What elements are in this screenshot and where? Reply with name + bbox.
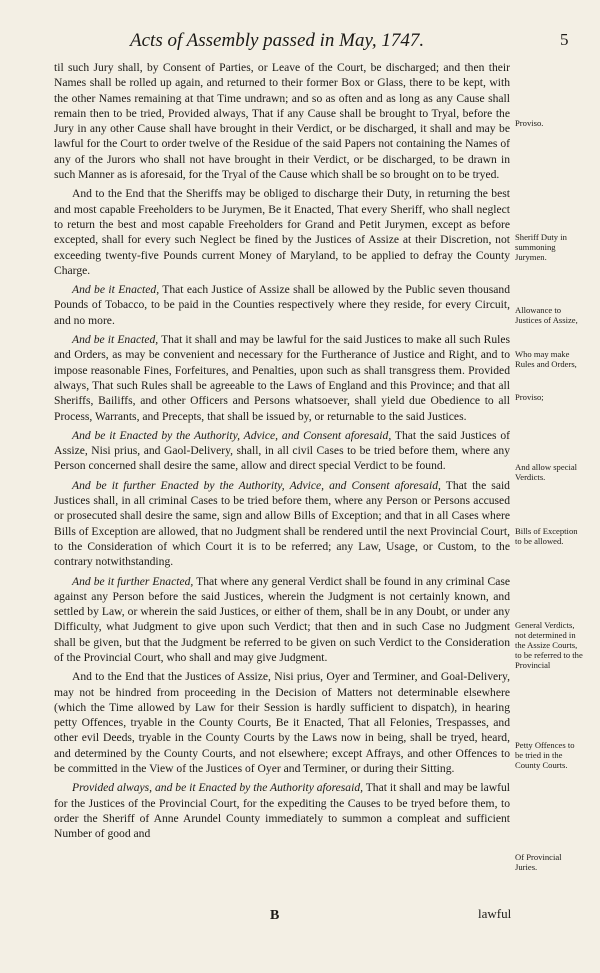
margin-note: And allow special Verdicts. — [515, 462, 578, 482]
paragraph: And be it further Enacted by the Authority, Advice, and Consent aforesaid, That the said Justices shall, in all criminal Cases to be tried before them, where any Person or Persons accused or prosecuted shall desire the same, sign and allow Bills of Exception; and that in all Cases where Bills of Exception are allowed, that no Judgment shall be rendered until the next Provincial Court, to the Consideration of which Court it is to be referred; any Law, Usage, or Custom, to the contrary notwithstanding. — [54, 478, 510, 569]
catchword: lawful — [478, 906, 512, 921]
signature-mark: B — [270, 908, 280, 923]
margin-note: Petty Offences to be tried in the County Courts. — [515, 740, 575, 770]
paragraph: til such Jury shall, by Consent of Parties, or Leave of the Court, be discharged; and then their Names shall be rolled up again, and returned to their former Box or Glass, there to be kept, with the other Names remaining at that Time undrawn; and so as often and as long as any Cause shall remain then to be tried, Provided always, That if any Cause shall be brought to Tryal, before the Jury in any other Cause shall have brought in their Verdict, or be discharged, it shall and may be lawful for the Court to order twelve of the Residue of the said Papers not containing the Names of any of the Jurors who shall not have brought in their Verdict, or be discharged, to be drawn in such Manner as is aforesaid, for the Tryal of the Cause which shall be so brought on to be tryed. — [54, 61, 510, 182]
running-title: Acts of Assembly passed in May, 1747. — [130, 30, 425, 51]
paragraph: And be it Enacted, That it shall and may be lawful for the said Justices to make all such Rules and Orders, as may be convenient and necessary for the Furtherance of Justice and Right, and to impose reasonable Fines, Forfeitures, and Penalties, upon such as shall transgress them. Provided always, That such Rules shall be agreeable to the Laws of England and this Province; and that all Sheriffs, Bailiffs, and other Officers and Persons whatsoever, shall yield due Obedience to all Process, Warrants, and Precepts, that shall be issued by, or returnable to the said Justices. — [54, 333, 510, 423]
paragraph: And be it Enacted by the Authority, Advice, and Consent aforesaid, That the said Justices of Assize, Nisi prius, and Gaol-Delivery, shall, in all civil Cases to be tried before them, where any Person concerned shall desire the same, allow and direct special Verdict to be found. — [54, 428, 511, 473]
paragraph: And to the End that the Justices of Assize, Nisi prius, Oyer and Terminer, and Goal-Delivery, may not be hindred from proceeding in the Decision of Matters not determinable elsewhere (which the Time allowed by Law for their Session is hardly sufficient to dispatch), in hearing petty Offences, tryable in the County Courts, Be it Enacted, That all Felonies, Trespasses, and other evil Deeds, tryable in the County Courts by the Laws now in being, shall be tryed, heard, and determined by the County Courts, and not elsewhere; except Affrays, and other Offences to be committed in the View of the Justices of Oyer and Terminer, or during their Sitting. — [54, 670, 510, 776]
page-number: 5 — [560, 30, 569, 49]
page-header — [0, 30, 600, 56]
margin-note: Sheriff Duty in summoning Jurymen. — [515, 232, 567, 262]
paragraph: Provided always, and be it Enacted by the Authority aforesaid, That it shall and may be lawful for the Justices of the Provincial Court, for the expediting the Causes to be tryed before them, to order the Sheriff of Anne Arundel County immediately to summon a compleat and sufficient Number of good and — [54, 781, 510, 841]
margin-note: Allowance to Justices of Assize, — [515, 305, 578, 325]
margin-note: General Verdicts, not determined in the Assize Courts, to be referred to the Provincial — [515, 620, 583, 670]
margin-note: Proviso. — [515, 118, 544, 128]
margin-note: Bills of Exception to be allowed. — [515, 526, 578, 546]
margin-note: Of Provincial Juries. — [515, 852, 562, 872]
paragraph: And to the End that the Sheriffs may be obliged to discharge their Duty, in returning the best and most capable Freeholders to be Jurymen, Be it Enacted, That every Sheriff, who shall neglect to return the best and most capable Freeholders for Grand and Petit Jurymen, except as before excepted, shall for every such Neglect be fined by the Justices of Assize at their Discretion, not exceeding twenty-five Pounds current Money of Maryland, to be applied to defray the County Charge. — [54, 187, 510, 277]
body-text — [54, 60, 510, 846]
margin-note: Who may make Rules and Orders, — [515, 349, 577, 369]
paragraph: And be it further Enacted, That where any general Verdict shall be found in any criminal Case against any Person before the said Justices, wherein the Judgment is not certainly known, and settled by Law, or wherein the said Justices, or either of them, shall be in any Doubt, or under any Difficulty, what Judgment to give upon such Verdict; that then and in such Case no Judgment shall be given, but that the Judgment be referred to be given on such Verdict to the Consideration of the Provincial Court, who shall and may give Judgment. — [54, 574, 510, 664]
margin-note: Proviso; — [515, 392, 544, 402]
paragraph: And be it Enacted, That each Justice of Assize shall be allowed by the Public seven thousand Pounds of Tobacco, to be paid in the Counties respectively where they reside, for every Circuit, and no more. — [54, 283, 510, 327]
